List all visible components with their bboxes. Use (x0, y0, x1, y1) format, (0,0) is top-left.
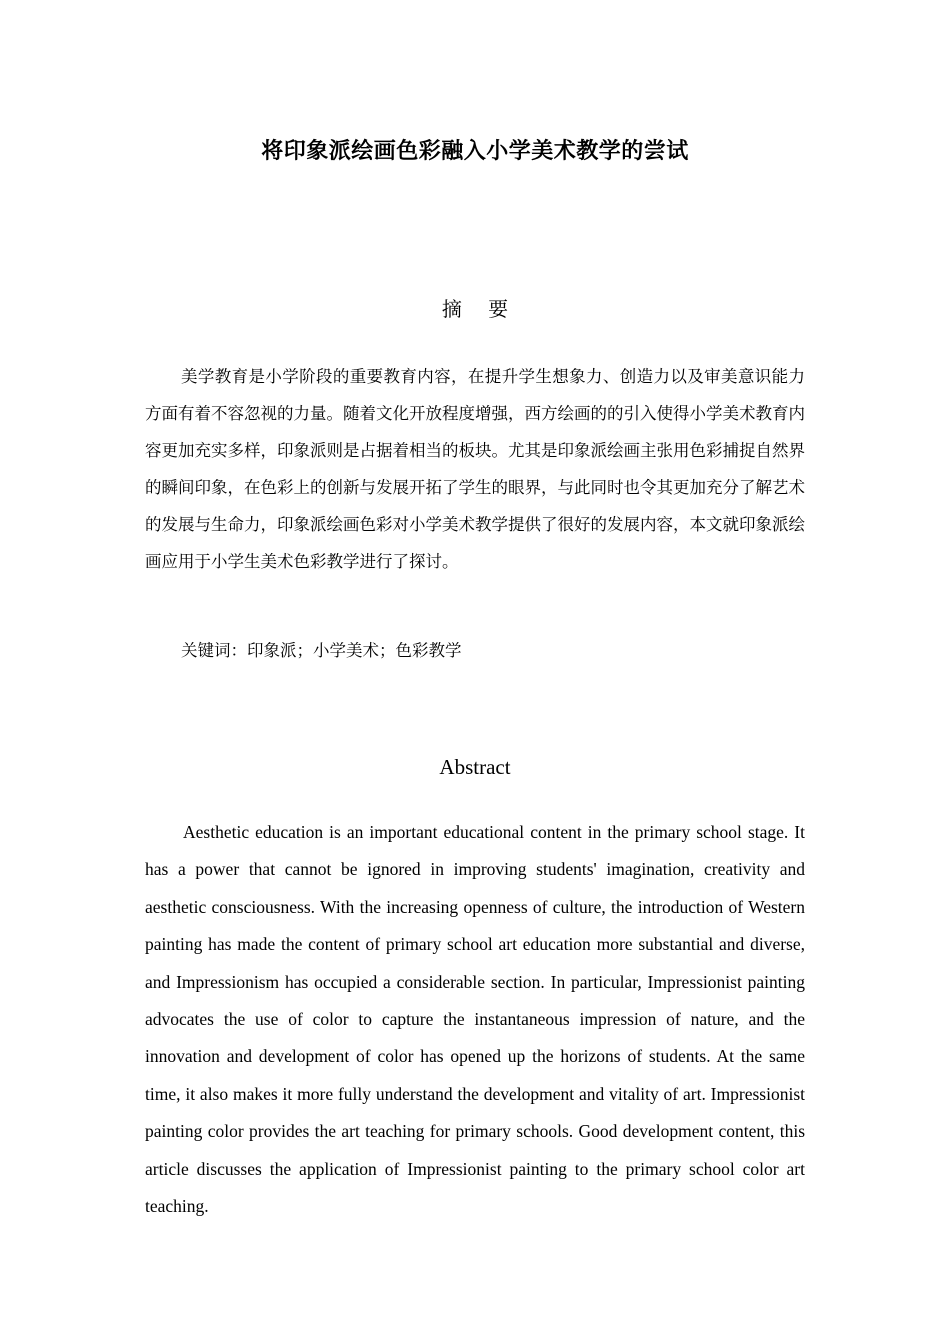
cn-abstract-paragraph: 美学教育是小学阶段的重要教育内容，在提升学生想象力、创造力以及审美意识能力方面有着不容忽视的力量。随着文化开放程度增强，西方绘画的的引入使得小学美术教育内容更加充实多样，印象派则是占据着相当的板块。尤其是印象派绘画主张用色彩捕捉自然界的瞬间印象，在色彩上的创新与发展开拓了学生的眼界，与此同时也令其更加充分了解艺术的发展与生命力，印象派绘画色彩对小学美术教学提供了很好的发展内容，本文就印象派绘画应用于小学生美术色彩教学进行了探讨。 (145, 367, 805, 571)
cn-abstract-heading: 摘 要 (441, 297, 519, 321)
en-abstract-paragraph: Aesthetic education is an important educational content in the primary school stage. It has a power that cannot be ignored in improving students' imagination, creativity and aesthetic consciousness. With the increasing openness of culture, the introduction of Western painting has made the content of primary school art education more substantial and diverse, and Impressionism has occupied a considerable section. In particular, Impressionist painting advocates the use of color to capture the instantaneous impression of nature, and the innovation and development of color has opened up the horizons of students. At the same time, it also makes it more fully understand the development and vitality of art. Impressionist painting color provides the art teaching for primary schools. Good development content, this article discusses the application of Impressionist painting to the primary school color art teaching. (145, 822, 805, 1217)
en-abstract-heading: Abstract (439, 755, 511, 779)
cn-keywords-line: 关键词：印象派；小学美术；色彩教学 (181, 641, 462, 660)
paper-title: 将印象派绘画色彩融入小学美术教学的尝试 (261, 139, 689, 164)
